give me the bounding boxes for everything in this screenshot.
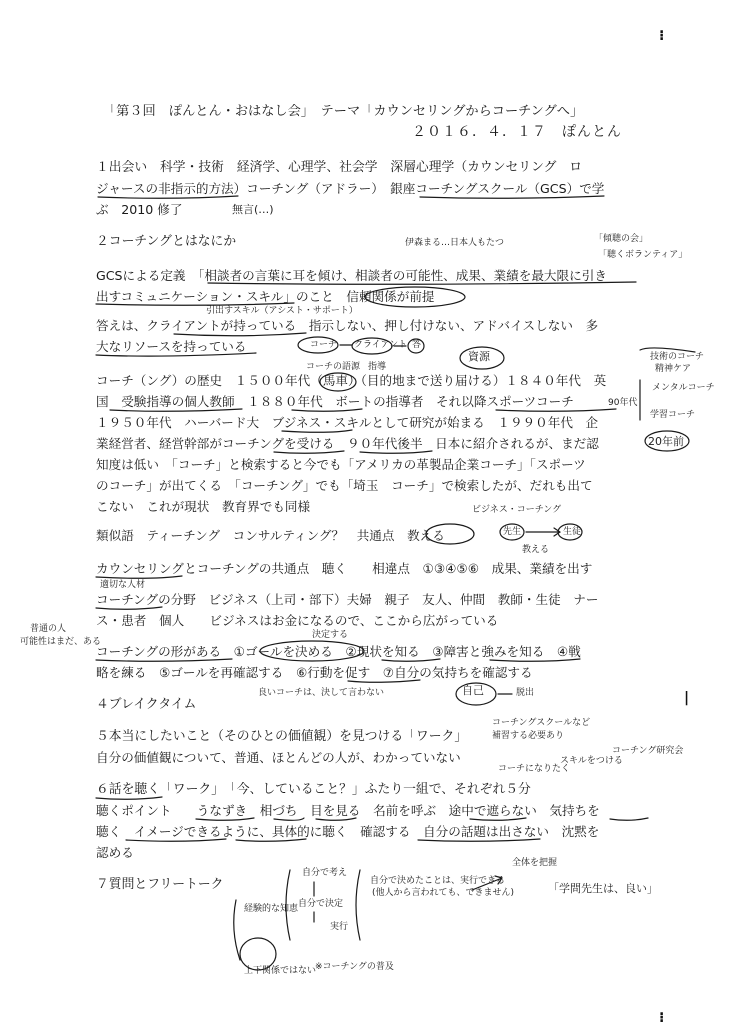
handwritten-coaching-fukyu: ※コーチングの普及 <box>315 962 394 972</box>
fields-line-1: コーチングの分野 ビジネス（上司・部下）夫婦 親子 友人、仲間 教師・生徒 ナー <box>96 592 599 607</box>
handwritten-good-coach: 良いコーチは、決して言わない <box>258 688 385 698</box>
handwritten-jibun-kimeta: 自分で決めたことは、実行できる <box>370 876 506 886</box>
history-line-7: こない これが現状 教育界でも同様 <box>96 499 311 514</box>
handwritten-shidou: 指導 <box>368 362 387 372</box>
handwritten-client: クライアント <box>354 340 408 350</box>
definition-line-2: 出すコミュニケーション・スキル」のこと 信頼関係が前提 <box>96 289 435 304</box>
fields-line-2: ス・患者 個人 ビジネスはお金になるので、ここから広がっている <box>96 613 499 628</box>
section-2-heading: ２コーチングとはなにか <box>96 234 237 249</box>
handwritten-skill-tsukeru: スキルをつける <box>560 756 623 766</box>
counseling-common-line: カウンセリングとコーチングの共通点 聴く 相違点 ①③④⑤⑥ 成果、業績を出す <box>96 561 593 576</box>
handwritten-keicho-kai: 「傾聴の会」 <box>594 234 649 244</box>
handwritten-jiko: 自己 <box>462 684 484 697</box>
handwritten-90s: 90年代 <box>608 398 638 408</box>
handwritten-coaching-kenkyukai: コーチング研究会 <box>612 746 684 756</box>
history-line-6: のコーチ」が出てくる 「コーチング」でも「埼玉 コーチ」で検索したが、だれも出て <box>96 478 593 493</box>
handwritten-kettei: 決定する <box>312 630 349 640</box>
handwritten-kanousei: 可能性はまだ、ある <box>20 637 102 647</box>
handwritten-oshieru: 教える <box>522 545 550 555</box>
handwritten-jouge: 上下関係ではない <box>244 966 317 976</box>
similar-words-line: 類似語 ティーチング コンサルティング？ 共通点 教える <box>96 528 445 543</box>
section-4-heading: ４ブレイクタイム <box>96 697 197 712</box>
history-line-2: 国 受験指導の個人教師 １８８０年代 ボートの指導者 それ以降スポーツコーチ <box>96 394 574 409</box>
handwritten-ibaraki: 伊森まる…日本人もたつ <box>405 238 505 248</box>
listen-points-line-3: 認める <box>96 845 134 860</box>
handwritten-tekisetsu: 適切な人材 <box>100 580 146 590</box>
handwritten-school: コーチングスクールなど <box>492 718 591 728</box>
handwritten-gakushu: 学習コーチ <box>650 410 696 420</box>
section-5-text: 自分の価値観について、普通、ほとんどの人が、わかっていない <box>96 750 461 765</box>
handwritten-ninchi: (他人から言われても、できません) <box>372 888 515 898</box>
history-line-1: コーチ（ング）の歴史 １５００年代（馬車）（目的地まで送り届ける）１８４０年代 英 <box>96 373 607 388</box>
definition-line-1: GCSによる定義 「相談者の言葉に耳を傾け、相談者の可能性、成果、業績を最大限に引き <box>96 268 607 283</box>
section-1-line-3: ぶ 2010 修了 <box>96 202 183 217</box>
history-line-5: 知度は低い 「コーチ」と検索すると今でも「アメリカの革製品企業コーチ」「スポーツ <box>96 457 586 472</box>
page-title: 「第３回 ぽんとん・おはなし会」 テーマ「カウンセリングからコーチングへ」 <box>103 104 584 119</box>
forms-line-2: 略を練る ⑤ゴールを再確認する ⑥行動を促す ⑦自分の気持ちを確認する <box>96 665 533 680</box>
handwritten-coach-origin: コーチの語源 <box>306 362 361 372</box>
handwritten-shigen: 資源 <box>468 350 490 363</box>
handwritten-coach: コーチ <box>310 340 338 350</box>
handwritten-jikkou: 実行 <box>330 922 349 932</box>
section-7-heading: ７質問とフリートーク <box>96 877 224 892</box>
listen-points-line-1: 聴くポイント うなずき 相づち 目を見る 名前を呼ぶ 途中で遮らない 気持ちを <box>96 803 600 818</box>
section-1-line-2: ジャースの非指示的方法）コーチング（アドラー） 銀座コーチングスクール（GCS）で学 <box>96 181 605 196</box>
handwritten-kiku-volunteer: 「聴くボランティア」 <box>598 250 688 260</box>
section-5-heading: ５本当にしたいこと（そのひとの価値観）を見つける「ワーク」 <box>96 729 468 744</box>
section-6-heading: ６話を聴く「ワーク」 「今、していること？」ふたり一組で、それぞれ５分 <box>96 782 531 797</box>
margin-mark-2: | <box>684 690 690 706</box>
section-1-line-1: １出会い 科学・技術 経済学、心理学、社会学 深層心理学（カウンセリング ロ <box>96 160 583 175</box>
handwritten-sensei: 先生 <box>503 527 522 537</box>
handwritten-business-coaching: ビジネス・コーチング <box>472 505 562 515</box>
forms-line-1: コーチングの形がある ①ゴールを決める ②現状を知る ③障害と強みを知る ④戦 <box>96 644 581 659</box>
handwritten-seito: 生徒 <box>563 527 582 537</box>
handwritten-muji: 無言(…) <box>232 203 274 216</box>
handwritten-mental-coach: メンタルコーチ <box>652 383 715 393</box>
answer-line-2: 大なリソースを持っている <box>96 339 247 354</box>
handwritten-answer: 答 <box>412 340 422 350</box>
history-line-3: １９５０年代 ハーバード大 ブジネス・スキルとして研究が始まる １９９０年代 企 <box>96 415 599 430</box>
handwritten-jibun-kettei: 自分で決定 <box>298 899 344 909</box>
handwritten-mental-care: 精神ケア <box>655 364 692 374</box>
handwritten-hoshu: 補習する必要あり <box>492 731 565 741</box>
history-line-4: 業経営者、経営幹部がコーチングを受ける ９０年代後半 日本に紹介されるが、まだ認 <box>96 436 599 451</box>
handwritten-hikidasu: 引出すスキル（アシスト・サポート） <box>206 306 358 316</box>
handwritten-gakumon-sensei: 「学問先生は、良い」 <box>548 882 658 895</box>
handwritten-keiken: 経験的な知恵 <box>244 904 299 914</box>
answer-line-1: 答えは、クライアントが持っている 指示しない、押し付けない、アドバイスしない 多 <box>96 318 599 333</box>
margin-mark: ⁝ <box>659 28 665 44</box>
handwritten-coach-naritaku: コーチになりたく <box>498 764 571 774</box>
handwritten-zentai: 全体を把握 <box>512 858 558 868</box>
listen-points-line-2: 聴く イメージできるように、具体的に聴く 確認する 自分の話題は出さない 沈黙を <box>96 824 600 839</box>
handwritten-dasshutsu: 脱出 <box>516 688 535 698</box>
date-line: ２０１６．４．１７ ぽんとん <box>412 124 622 140</box>
margin-mark-3: ⁝ <box>659 1010 665 1026</box>
handwritten-skill-coach: 技術のコーチ <box>650 352 705 362</box>
handwritten-20-years: 20年前 <box>648 435 684 448</box>
handwritten-futsu-hito: 普通の人 <box>30 624 67 634</box>
handwritten-jibun-kangae: 自分で考え <box>302 868 348 878</box>
